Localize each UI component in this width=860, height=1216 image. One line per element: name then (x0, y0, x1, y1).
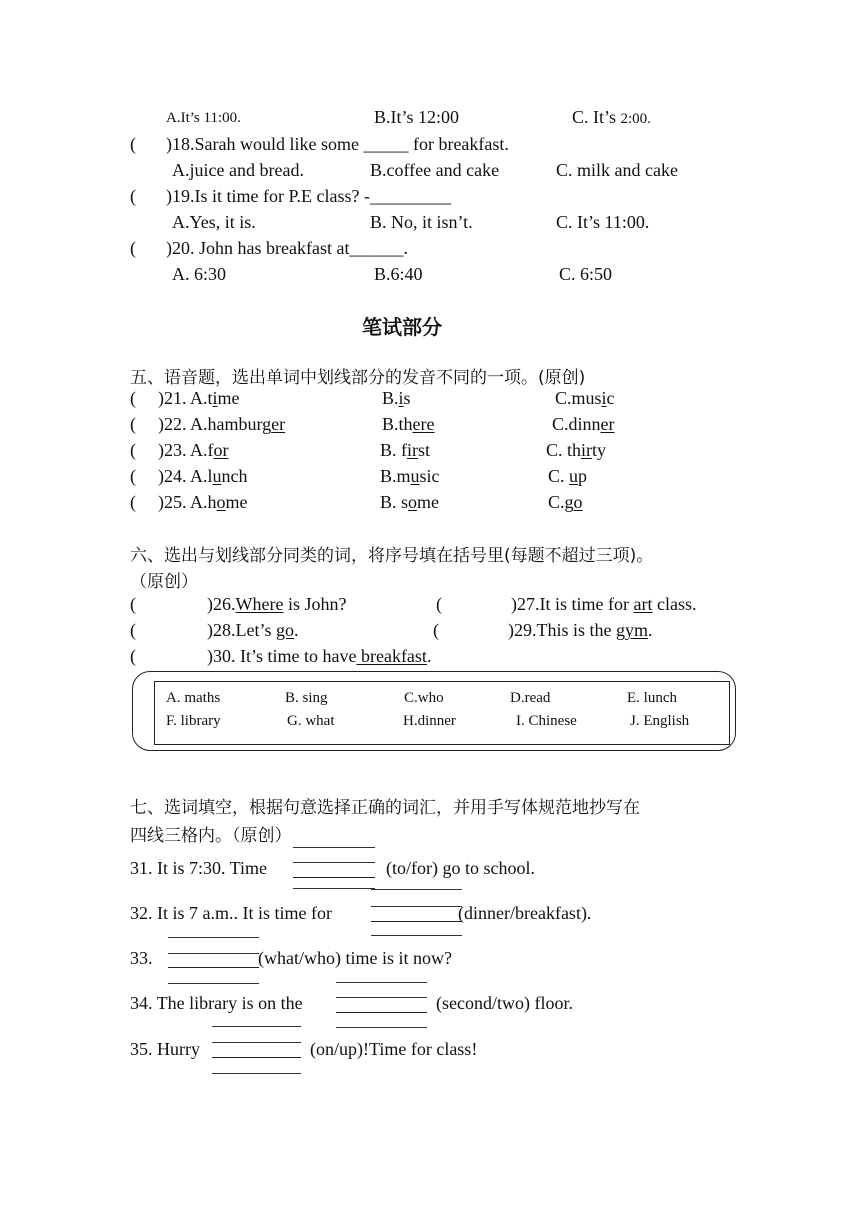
q30-sentence: )30. It’s time to have breakfast. (207, 646, 432, 666)
q25-option-a: )25. A.home (158, 492, 248, 512)
answer-paren[interactable]: ( (130, 466, 136, 486)
q17-option-b: B.It’s 12:00 (374, 107, 460, 127)
q21-option-c: C.music (555, 388, 615, 408)
q35-text-after: (on/up)!Time for class! (310, 1039, 478, 1059)
q24-option-b: B.music (380, 466, 440, 486)
q25-option-c: C.go (548, 492, 583, 512)
q33-text-after: (what/who) time is it now? (258, 948, 452, 968)
q20-paren[interactable]: ( (130, 238, 136, 258)
word-option: E. lunch (627, 690, 677, 706)
q24-option-c: C. up (548, 466, 588, 486)
word-option: F. library (166, 713, 221, 729)
word-option: H.dinner (403, 713, 456, 729)
q32-text-after: (dinner/breakfast). (458, 903, 592, 923)
q34-text-before: 34. The library is on the (130, 993, 303, 1013)
q22-option-c: C.dinner (552, 414, 615, 434)
q19-option-c: C. It’s 11:00. (556, 212, 650, 232)
q20-option-b: B.6:40 (374, 264, 423, 284)
q21-option-a: )21. A.time (158, 388, 240, 408)
section6-title-line1: 六、选出与划线部分同类的词，将序号填在括号里(每题不超过三项)。 (130, 546, 654, 566)
word-option: A. maths (166, 690, 221, 706)
answer-paren[interactable]: ( (436, 594, 442, 614)
q23-option-c: C. thirty (546, 440, 607, 460)
q18-option-a: A.juice and bread. (172, 160, 304, 180)
q26-sentence: )26.Where is John? (207, 594, 347, 614)
answer-paren[interactable]: ( (130, 388, 136, 408)
word-option: D.read (510, 690, 551, 706)
q20-option-a: A. 6:30 (172, 264, 226, 284)
answer-paren[interactable]: ( (130, 646, 136, 666)
q27-sentence: )27.It is time for art class. (511, 594, 697, 614)
section7-title-line1: 七、选词填空，根据句意选择正确的词汇，并用手写体规范地抄写在 (130, 798, 640, 818)
q31-text-after: (to/for) go to school. (386, 858, 535, 878)
q19-option-a: A.Yes, it is. (172, 212, 256, 232)
q35-text-before: 35. Hurry (130, 1039, 200, 1059)
q20-option-c: C. 6:50 (559, 264, 613, 284)
section7-title-line2: 四线三格内。（原创） (130, 826, 292, 846)
q34-text-after: (second/two) floor. (436, 993, 573, 1013)
word-option: C.who (404, 690, 444, 706)
word-option: J. English (630, 713, 690, 729)
q25-option-b: B. some (380, 492, 440, 512)
answer-paren[interactable]: ( (130, 492, 136, 512)
q19-stem: )19.Is it time for P.E class? -_________ (166, 186, 451, 206)
q19-option-b: B. No, it isn’t. (370, 212, 473, 232)
q18-option-c: C. milk and cake (556, 160, 678, 180)
q19-paren[interactable]: ( (130, 186, 136, 206)
q31-text-before: 31. It is 7:30. Time (130, 858, 268, 878)
word-option: B. sing (285, 690, 328, 706)
answer-paren[interactable]: ( (130, 414, 136, 434)
q23-option-a: )23. A.for (158, 440, 229, 460)
q17-option-a: A.It’s 11:00. (166, 110, 241, 126)
answer-paren[interactable]: ( (130, 440, 136, 460)
q21-option-b: B.is (382, 388, 411, 408)
q28-sentence: )28.Let’s go. (207, 620, 299, 640)
section5-title: 五、语音题，选出单词中划线部分的发音不同的一项。(原创) (130, 368, 586, 388)
q17-option-c: C. It’s 2:00. (572, 107, 651, 127)
word-option: G. what (287, 713, 335, 729)
q23-option-b: B. first (380, 440, 431, 460)
q32-text-before: 32. It is 7 a.m.. It is time for (130, 903, 332, 923)
answer-paren[interactable]: ( (130, 594, 136, 614)
q18-stem: )18.Sarah would like some _____ for breakfast. (166, 134, 509, 154)
q24-option-a: )24. A.lunch (158, 466, 248, 486)
answer-paren[interactable]: ( (130, 620, 136, 640)
q18-option-b: B.coffee and cake (370, 160, 500, 180)
word-option: I. Chinese (516, 713, 577, 729)
written-part-title: 笔试部分 (362, 315, 442, 339)
q29-sentence: )29.This is the gym. (508, 620, 653, 640)
q22-option-b: B.there (382, 414, 435, 434)
q18-paren[interactable]: ( (130, 134, 136, 154)
q22-option-a: )22. A.hamburger (158, 414, 286, 434)
section6-title-line2: （原创） (130, 572, 198, 592)
answer-paren[interactable]: ( (433, 620, 439, 640)
q33-text-before: 33. (130, 948, 153, 968)
q20-stem: )20. John has breakfast at______. (166, 238, 408, 258)
